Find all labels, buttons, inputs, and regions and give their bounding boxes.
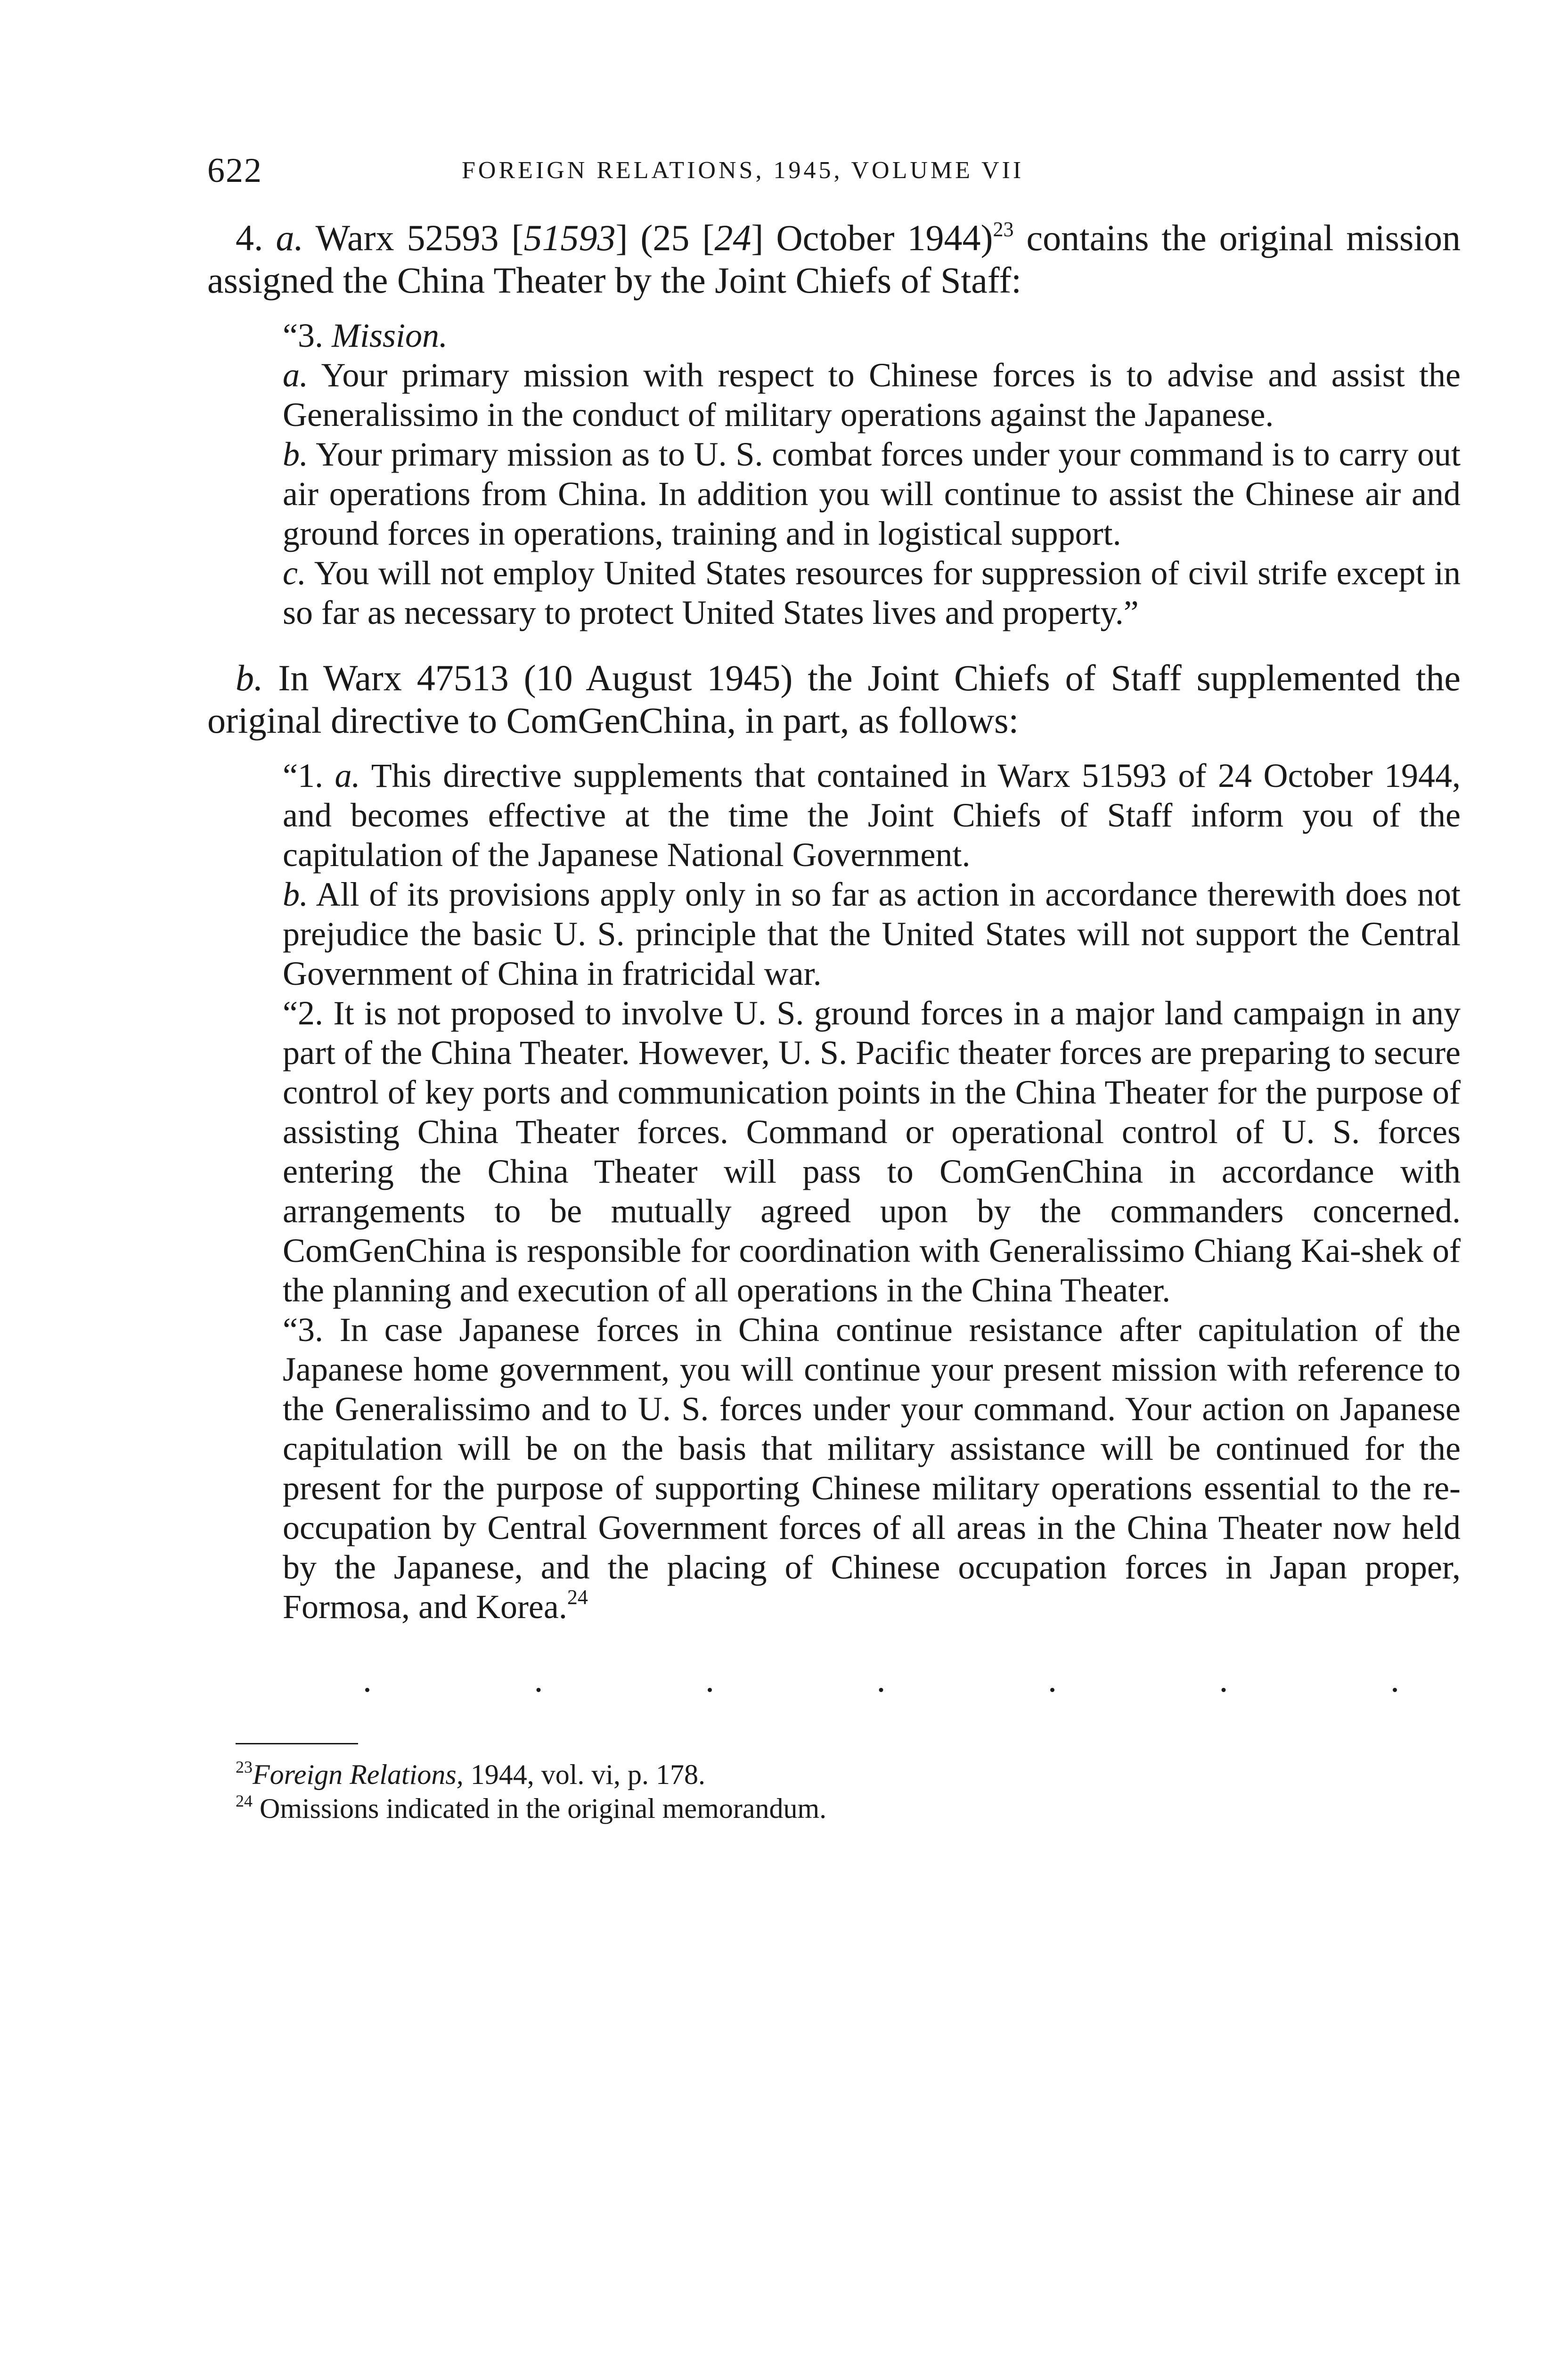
page-header bbox=[207, 151, 1461, 203]
ellipsis-dot: . bbox=[1219, 1660, 1228, 1700]
ellipsis-dot: . bbox=[534, 1660, 543, 1700]
footnote-marker: 24 bbox=[236, 1792, 253, 1810]
paragraph-number: “1. bbox=[283, 757, 335, 794]
quote-heading bbox=[283, 316, 1461, 355]
quoted-directive-1 bbox=[283, 316, 1461, 632]
section-b-text: In Warx 47513 (10 August 1945) the Joint Chiefs of Staff supplemented the original directive to ComGenChina, in part, as follows: bbox=[207, 657, 1461, 741]
section-a-text: Warx 52593 [ bbox=[303, 217, 524, 258]
ellipsis-dot: . bbox=[705, 1660, 714, 1700]
ellipsis-dot: . bbox=[363, 1660, 372, 1700]
footnote-title: Foreign Relations, bbox=[253, 1759, 464, 1790]
footnote-text: Omissions indicated in the original memorandum. bbox=[253, 1793, 827, 1824]
footnote-divider bbox=[236, 1743, 358, 1744]
section-a-text: ] October 1944) bbox=[751, 217, 993, 258]
section-a-text: ] (25 [ bbox=[615, 217, 715, 258]
footnote-23 bbox=[236, 1758, 1461, 1792]
quote-item-b bbox=[283, 434, 1461, 553]
section-letter: b. bbox=[236, 657, 263, 698]
quote-heading-title: Mission. bbox=[331, 317, 448, 354]
directive-paragraph-1b bbox=[283, 875, 1461, 993]
editorial-correction: 51593 bbox=[523, 217, 616, 258]
editorial-correction: 24 bbox=[714, 217, 751, 258]
quote-item-a bbox=[283, 355, 1461, 434]
ellipsis-dot: . bbox=[1048, 1660, 1057, 1700]
item-letter: a. bbox=[335, 757, 360, 794]
paragraph-section-b bbox=[207, 657, 1461, 742]
item-text: Your primary mission with respect to Chinese forces is to advise and assist the Generalissimo in the conduct of military operations against the Japanese. bbox=[283, 356, 1461, 434]
item-letter: b. bbox=[283, 435, 308, 473]
directive-paragraph-1a bbox=[283, 756, 1461, 875]
footnote-ref-23[interactable]: 23 bbox=[993, 218, 1014, 241]
paragraph-section-a bbox=[207, 217, 1461, 302]
ellipsis-dot: . bbox=[876, 1660, 886, 1700]
quote-item-c bbox=[283, 553, 1461, 632]
quoted-directive-2 bbox=[283, 756, 1461, 1627]
directive-paragraph-3 bbox=[283, 1310, 1461, 1627]
section-a-text: contains the original mission assigned the China Theater by the Joint Chiefs of Staff: bbox=[207, 217, 1461, 301]
omission-ellipsis bbox=[363, 1660, 1399, 1701]
item-letter: a. bbox=[283, 356, 308, 394]
footnote-marker: 23 bbox=[236, 1758, 253, 1776]
ellipsis-dot: . bbox=[1390, 1660, 1399, 1700]
page-number: 622 bbox=[207, 151, 262, 190]
item-text: You will not employ United States resources for suppression of civil strife except in so far as necessary to protect United States lives and property.” bbox=[283, 554, 1461, 631]
footnote-text: 1944, vol. vi, p. 178. bbox=[463, 1759, 706, 1790]
item-letter: c. bbox=[283, 554, 306, 592]
item-text: “3. In case Japanese forces in China continue resistance after capitulation of the Japanese home government, you will continue your present mission with reference to the Generalissimo and to U. S. forces under your command. Your action on Japanese capitulation will be on the basis that military assistance will be continued for the present for the purpose of supporting Chinese military operations essential to the re-occupation by Central Government forces of all areas in the China Theater now held by the Japanese, and the placing of Chinese occupation forces in Japan proper, Formosa, and Korea. bbox=[283, 1311, 1461, 1626]
item-text: This directive supplements that contained in Warx 51593 of 24 October 1944, and becomes effective at the time the Joint Chiefs of Staff inform you of the capitulation of the Japanese National Government. bbox=[283, 757, 1461, 874]
document-page bbox=[207, 151, 1461, 1825]
footnote-ref-24[interactable]: 24 bbox=[567, 1586, 588, 1609]
running-head: FOREIGN RELATIONS, 1945, VOLUME VII bbox=[462, 157, 1024, 184]
quote-number: “3. bbox=[283, 317, 332, 354]
item-text: All of its provisions apply only in so far as action in accordance therewith does not prejudice the basic U. S. principle that the United States will not support the Central Government of China in fratricidal war. bbox=[283, 875, 1461, 992]
section-number: 4. bbox=[236, 217, 276, 258]
item-text: Your primary mission as to U. S. combat forces under your command is to carry out air operations from China. In addition you will continue to assist the Chinese air and ground forces in operations, training and in logistical support. bbox=[283, 435, 1461, 552]
section-letter: a. bbox=[276, 217, 303, 258]
item-letter: b. bbox=[283, 875, 308, 913]
directive-paragraph-2: “2. It is not proposed to involve U. S. ground forces in a major land campaign in any part of the China Theater. However, U. S. Pacific theater forces are preparing to secure control of key ports and communication points in the China Theater for the purpose of assisting China Theater forces. Command or operational control of U. S. forces entering the China Theater will pass to ComGenChina in accordance with arrangements to be mutually agreed upon by the commanders concerned. ComGenChina is responsible for coordination with Generalissimo Chiang Kai-shek of the planning and execution of all operations in the China Theater. bbox=[283, 994, 1461, 1309]
footnote-24 bbox=[236, 1792, 1461, 1825]
